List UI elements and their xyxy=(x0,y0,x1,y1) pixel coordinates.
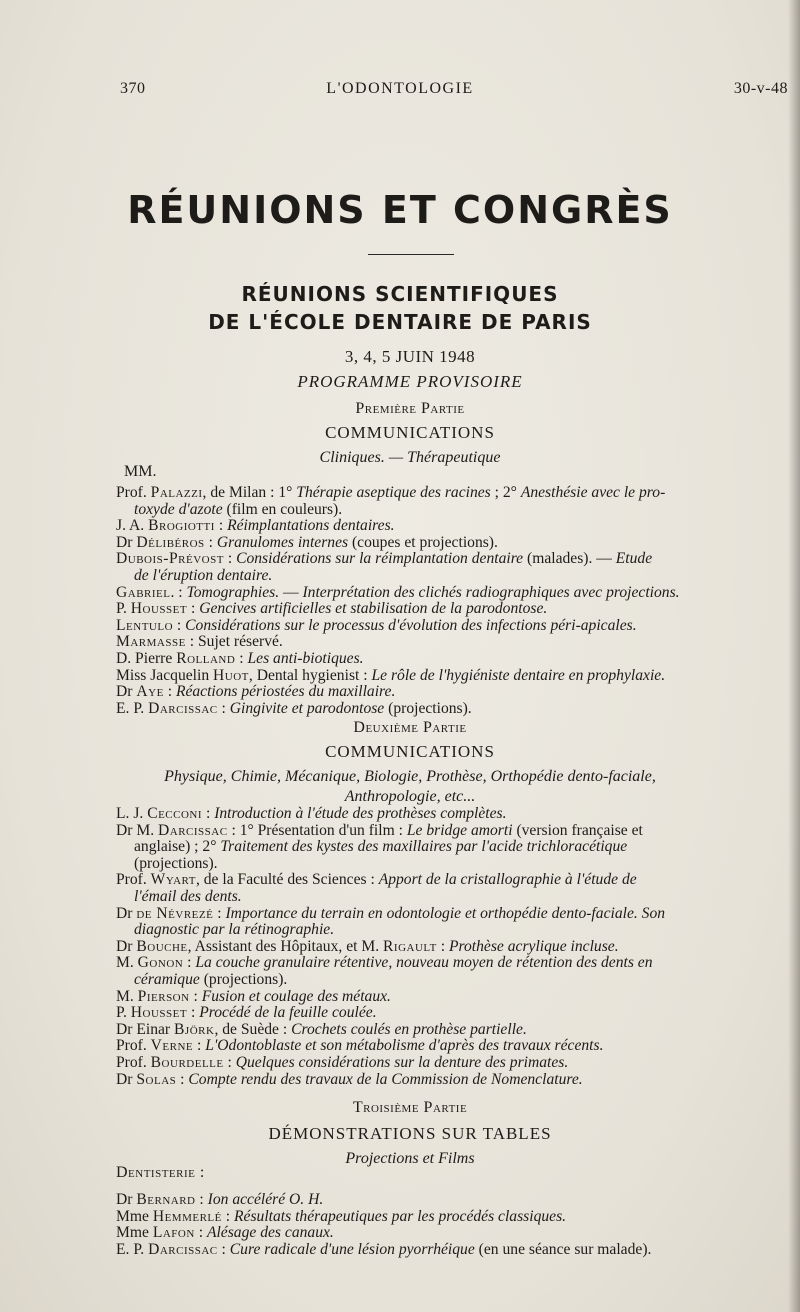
list-item: Mme Lafon : Alésage des canaux. xyxy=(116,1224,334,1242)
issue-date: 30-v-48 xyxy=(733,80,788,97)
list-item: P. Housset : Procédé de la feuille coulée. xyxy=(116,1004,377,1022)
list-item: Dr Solas : Compte rendu des travaux de la Commission de Nomenclature. xyxy=(116,1070,583,1088)
part2-list xyxy=(116,806,792,1088)
journal-title: L'ODONTOLOGIE xyxy=(326,80,474,97)
page-number: 370 xyxy=(120,80,146,97)
list-item: Dr Aye : Réactions périostées du maxillaire. xyxy=(116,683,396,701)
list-item: J. A. Brogiotti : Réimplantations dentaires. xyxy=(116,517,395,535)
list-item: E. P. Darcissac : Cure radicale d'une lésion pyorrhéique (en une séance sur malade). xyxy=(116,1240,652,1258)
list-item: Dubois-Prévost : Considérations sur la réimplantation dentaire (malades). — Etude de l'éruption dentaire. xyxy=(116,550,653,584)
part3-heading: Troisième Partie xyxy=(352,1099,468,1116)
list-item: L. J. Cecconi : Introduction à l'étude des prothèses complètes. xyxy=(116,805,507,822)
part3-list xyxy=(116,1192,792,1258)
title-rule xyxy=(368,254,454,255)
part1-heading: Première Partie xyxy=(355,400,465,417)
list-item: P. Housset : Gencives artificielles et stabilisation de la parodontose. xyxy=(116,600,548,618)
subtitle-line-2: DE L'ÉCOLE DENTAIRE DE PARIS xyxy=(208,310,592,334)
part2-disciplines-1: Physique, Chimie, Mécanique, Biologie, Prothèse, Orthopédie dento-faciale, xyxy=(164,768,656,785)
part1-disciplines: Cliniques. — Thérapeutique xyxy=(319,449,501,466)
part1-list xyxy=(116,485,792,717)
list-item: Miss Jacquelin Huot, Dental hygienist : Le rôle de l'hygiéniste dentaire en prophylaxie. xyxy=(116,666,666,684)
list-item: Gabriel. : Tomographies. — Interprétation des clichés radiographiques avec projections. xyxy=(116,583,680,601)
list-item: Prof. Wyart, de la Faculté des Sciences : Apport de la cristallographie à l'étude de l'émail des dents. xyxy=(116,871,637,905)
subtitle-line-1: RÉUNIONS SCIENTIFIQUES xyxy=(241,282,559,306)
dentisterie-label: Dentisterie : xyxy=(116,1164,205,1181)
list-item: Prof. Bourdelle : Quelques considérations sur la denture des primates. xyxy=(116,1053,569,1071)
list-item: M. Gonon : La couche granulaire rétentive, nouveau moyen de rétention des dents en céramique (projections). xyxy=(116,954,653,988)
list-item: Dr Délibéros : Granulomes internes (coupes et projections). xyxy=(116,533,498,551)
part2-heading: Deuxième Partie xyxy=(353,719,467,736)
part3-subsection: Projections et Films xyxy=(345,1150,475,1167)
list-item: Mme Hemmerlé : Résultats thérapeutiques par les procédés classiques. xyxy=(116,1207,567,1225)
list-item: M. Pierson : Fusion et coulage des métaux. xyxy=(116,987,391,1005)
list-item: Prof. Verne : L'Odontoblaste et son métabolisme d'après des travaux récents. xyxy=(116,1037,604,1055)
list-item: Dr Einar Björk, de Suède : Crochets coulés en prothèse partielle. xyxy=(116,1020,527,1038)
section-title: RÉUNIONS ET CONGRÈS xyxy=(127,188,673,232)
list-item: Dr M. Darcissac : 1° Présentation d'un film : Le bridge amorti (version française et anglaise) ; 2° Traitement des kystes des maxillaires par l'acide trichloracétique (projections). xyxy=(116,821,643,872)
list-item: Prof. Palazzi, de Milan : 1° Thérapie aseptique des racines ; 2° Anesthésie avec le pro- toxyde d'azote (film en couleurs). xyxy=(116,484,666,518)
list-item: Dr Bouche, Assistant des Hôpitaux, et M. Rigault : Prothèse acrylique incluse. xyxy=(116,937,619,955)
meeting-dates: 3, 4, 5 JUIN 1948 xyxy=(344,347,476,366)
part2-section: COMMUNICATIONS xyxy=(325,742,495,761)
list-item: Marmasse : Sujet réservé. xyxy=(116,633,283,651)
list-item: Dr Bernard : Ion accéléré O. H. xyxy=(116,1191,324,1208)
program-label: PROGRAMME PROVISOIRE xyxy=(297,372,523,391)
list-item: Dr de Névrezé : Importance du terrain en odontologie et orthopédie dento-faciale. Son diagnostic par la rétinographie. xyxy=(116,904,666,939)
list-item: Lentulo : Considérations sur le processus d'évolution des infections péri-apicales. xyxy=(116,616,637,634)
part3-section: DÉMONSTRATIONS SUR TABLES xyxy=(268,1124,552,1143)
list-item: E. P. Darcissac : Gingivite et parodontose (projections). xyxy=(116,699,472,717)
part1-section: COMMUNICATIONS xyxy=(325,423,495,442)
part2-disciplines-2: Anthropologie, etc... xyxy=(344,788,476,805)
list-item: D. Pierre Rolland : Les anti-biotiques. xyxy=(116,649,364,667)
mm-label: MM. xyxy=(124,463,157,480)
